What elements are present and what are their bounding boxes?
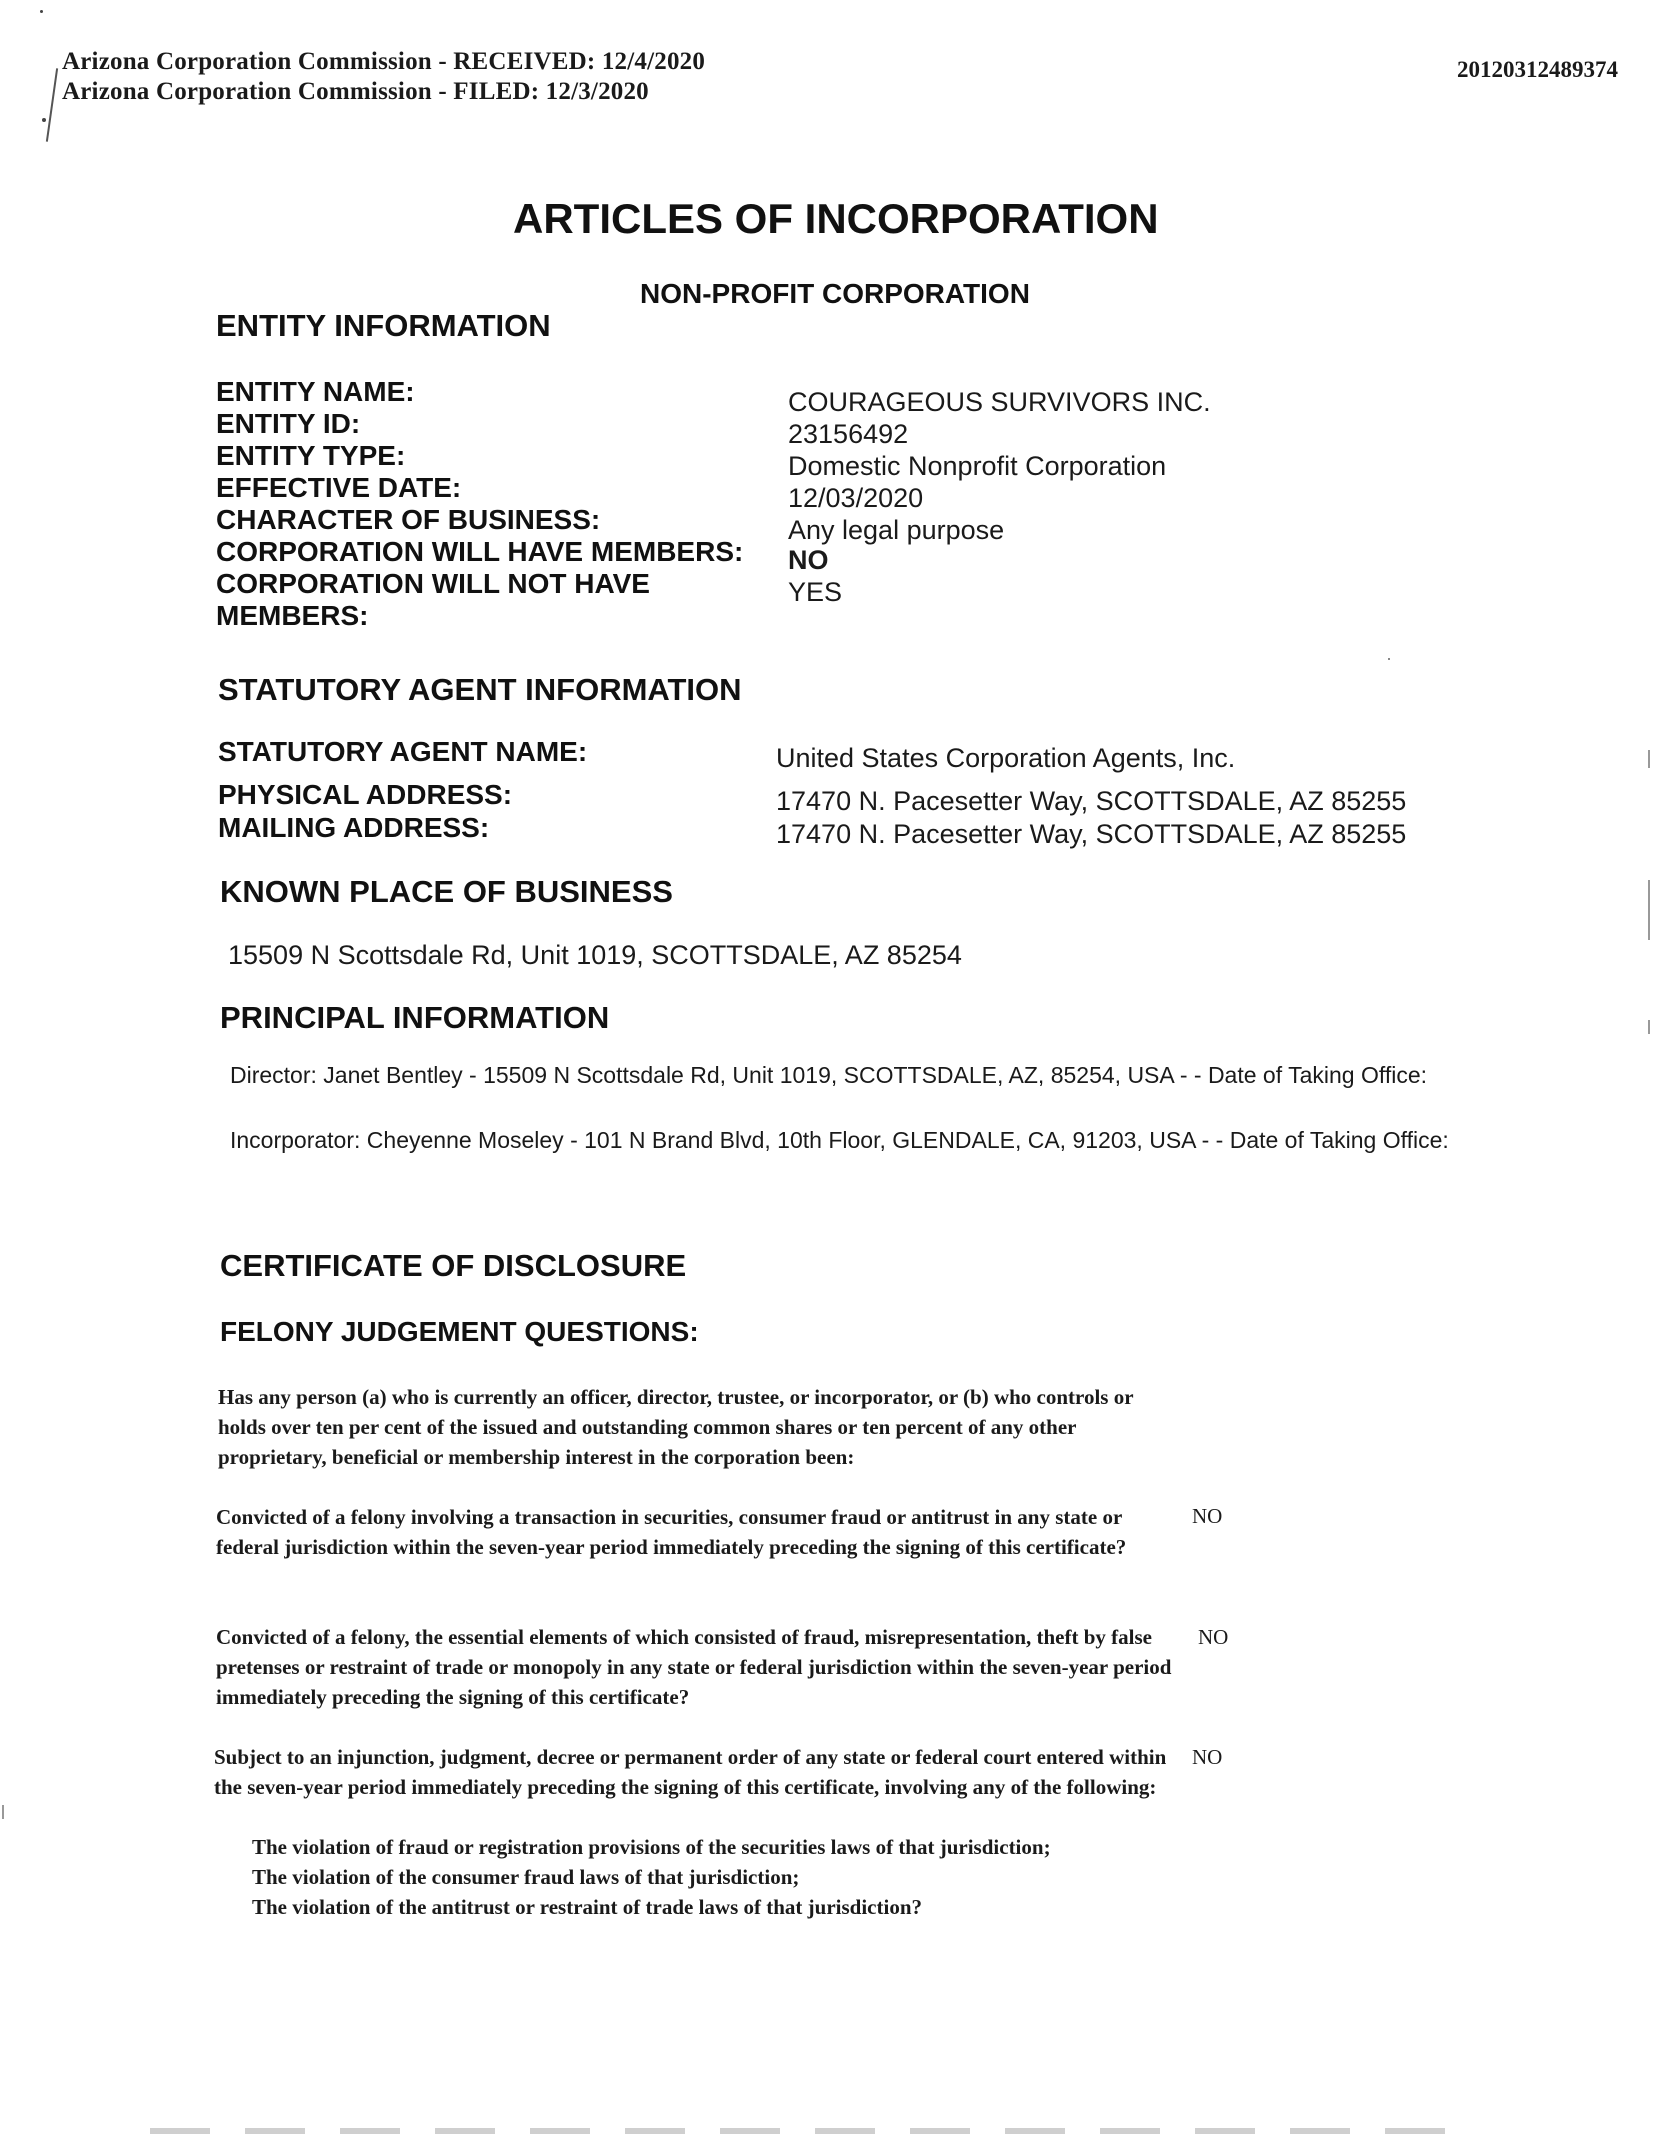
known-place-address: 15509 N Scottsdale Rd, Unit 1019, SCOTTSDALE, AZ 85254 [228,940,962,970]
scan-mark [1648,1020,1650,1034]
will-not-have-members-value: YES [788,577,843,607]
principal-incorporator: Incorporator: Cheyenne Moseley - 101 N Brand Blvd, 10th Floor, GLENDALE, CA, 91203, USA - - Date of Taking Office: [230,1127,1449,1153]
question-3-sub-items [214,1832,1051,1922]
mailing-address-label: MAILING ADDRESS: [218,812,490,843]
mailing-address-value: 17470 N. Pacesetter Way, SCOTTSDALE, AZ 85255 [776,819,1407,849]
physical-address-value: 17470 N. Pacesetter Way, SCOTTSDALE, AZ 85255 [776,786,1407,816]
entity-values [788,386,1211,608]
statutory-agent-heading: STATUTORY AGENT INFORMATION [218,672,742,707]
question-3-text: Subject to an injunction, judgment, decree or permanent order of any state or federal court entered within the seven-year period immediately preceding the signing of this certificate, involving any of the following: [214,1745,1167,1799]
physical-address-label: PHYSICAL ADDRESS: [218,779,513,810]
sub-item-consumer-fraud: The violation of the consumer fraud laws of that jurisdiction; [252,1865,800,1889]
filed-stamp: Arizona Corporation Commission - FILED: 12/3/2020 [62,78,649,105]
felony-questions-heading: FELONY JUDGEMENT QUESTIONS: [220,1316,699,1347]
entity-labels [216,376,743,632]
entity-id-label: ENTITY ID: [216,408,361,439]
principal-information-heading: PRINCIPAL INFORMATION [220,1000,610,1035]
character-of-business-value: Any legal purpose [788,515,1005,545]
question-1-text: Convicted of a felony involving a transaction in securities, consumer fraud or antitrust in any state or federal jurisdiction within the seven-year period immediately preceding the signing of this certificate? [216,1505,1127,1559]
entity-type-value: Domestic Nonprofit Corporation [788,451,1167,481]
scan-bleed [150,2128,1480,2134]
certificate-intro: Has any person (a) who is currently an officer, director, trustee, or incorporator, or (b) who controls or holds over ten per cent of the issued and outstanding common shares or ten percent of any other proprietary, beneficial or membership interest in the corporation been: [218,1385,1134,1469]
scan-mark [1648,750,1650,768]
principal-director: Director: Janet Bentley - 15509 N Scottsdale Rd, Unit 1019, SCOTTSDALE, AZ, 85254, USA - - Date of Taking Office: [230,1062,1427,1088]
will-not-have-members-label-cont: MEMBERS: [216,600,369,631]
question-2-answer: NO [1198,1625,1229,1649]
known-place-heading: KNOWN PLACE OF BUSINESS [220,874,673,909]
sub-item-antitrust: The violation of the antitrust or restraint of trade laws of that jurisdiction? [252,1895,923,1919]
will-have-members-label: CORPORATION WILL HAVE MEMBERS: [216,536,744,567]
scan-mark [42,118,46,122]
effective-date-label: EFFECTIVE DATE: [216,472,462,503]
page-subtitle: NON-PROFIT CORPORATION [640,278,1030,309]
will-have-members-value: NO [788,545,829,575]
entity-type-label: ENTITY TYPE: [216,440,406,471]
received-stamp: Arizona Corporation Commission - RECEIVED: 12/4/2020 [62,48,706,75]
character-of-business-label: CHARACTER OF BUSINESS: [216,504,601,535]
entity-name-value: COURAGEOUS SURVIVORS INC. [788,387,1211,417]
document-number: 20120312489374 [1457,57,1618,82]
certificate-heading: CERTIFICATE OF DISCLOSURE [220,1248,687,1283]
scan-mark [1388,658,1390,660]
agent-name-label: STATUTORY AGENT NAME: [218,736,588,767]
scan-mark [46,68,58,142]
agent-name-value: United States Corporation Agents, Inc. [776,743,1236,773]
entity-name-label: ENTITY NAME: [216,376,415,407]
sub-item-securities: The violation of fraud or registration provisions of the securities laws of that jurisdiction; [252,1835,1051,1859]
will-not-have-members-label: CORPORATION WILL NOT HAVE [216,568,650,599]
entity-information-heading: ENTITY INFORMATION [216,308,551,343]
scan-mark [1648,880,1650,940]
question-2-text: Convicted of a felony, the essential elements of which consisted of fraud, misrepresentation, theft by false pretenses or restraint of trade or monopoly in any state or federal jurisdiction within the seven-year period immediately preceding the signing of this certificate? [216,1625,1172,1709]
page-title: ARTICLES OF INCORPORATION [513,195,1159,242]
effective-date-value: 12/03/2020 [788,483,924,513]
scan-mark [40,10,43,13]
scan-mark [2,1805,4,1819]
entity-id-value: 23156492 [788,419,909,449]
question-3-answer: NO [1192,1745,1223,1769]
question-1-answer: NO [1192,1504,1223,1528]
